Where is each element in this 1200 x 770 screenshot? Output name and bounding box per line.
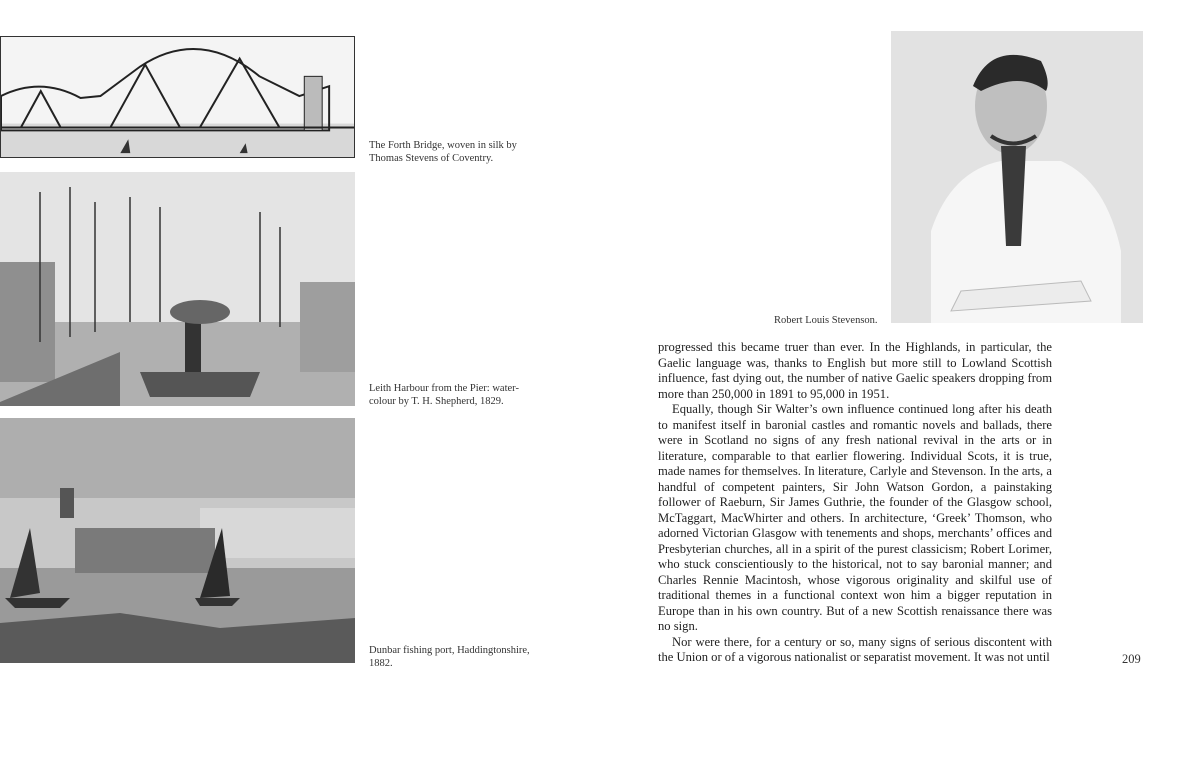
page-number: 209: [1122, 652, 1141, 666]
paragraph: Equally, though Sir Walter’s own influence continued long after his death to manifest itself in baronial castles and romantic novels and ballads, there were in Scotland no signs of any fresh national revival in the arts or in literature, comparable to that earlier flowering. Individual Scots, it is true, made names for themselves. In literature, Carlyle and Stevenson. In the arts, a handful of competent painters, Sir John Watson Gordon, a painstaking follower of Raeburn, Sir James Guthrie, the founder of the Glasgow school, McTaggart, MacWhirter and others. In architecture, ‘Greek’ Thomson, who adorned Victorian Glasgow with tenements and shops, merchants’ offices and Presbyterian churches, all in a spirit of the purest classicism; Robert Lorimer, who stuck conscientiously to the historical, not to say baronial manner; and Charles Rennie Macintosh, whose vigorous originality and skilful use of traditional themes in a functional context won him a bigger reputation in Europe than in his own country. But of a new Scottish renaissance there was no sign.: [658, 402, 1052, 633]
paragraph: progressed this became truer than ever. In the Highlands, in particular, the Gaelic language was, thanks to English but more still to Lowland Scottish influence, fast dying out, the number of native Gaelic speakers dropping from more than 250,000 in 1891 to 95,000 in 1951.: [658, 340, 1052, 401]
dunbar-illustration: [0, 418, 355, 663]
forth-bridge-caption: The Forth Bridge, woven in silk by Thomas Stevens of Coventry.: [369, 140, 517, 164]
leith-harbour-illustration: [0, 172, 355, 406]
forth-bridge-illustration: [0, 36, 355, 158]
paragraph: Nor were there, for a century or so, many signs of serious discontent with the Union or of a vigorous nationalist or separatist movement. It was not until: [658, 634, 1052, 664]
stevenson-portrait: [891, 31, 1143, 323]
stevenson-caption: Robert Louis Stevenson.: [774, 315, 878, 326]
leith-harbour-caption: Leith Harbour from the Pier: water- colour by T. H. Shepherd, 1829.: [369, 383, 519, 407]
body-text: [658, 340, 1052, 666]
dunbar-caption: Dunbar fishing port, Haddingtonshire, 1882.: [369, 645, 530, 669]
